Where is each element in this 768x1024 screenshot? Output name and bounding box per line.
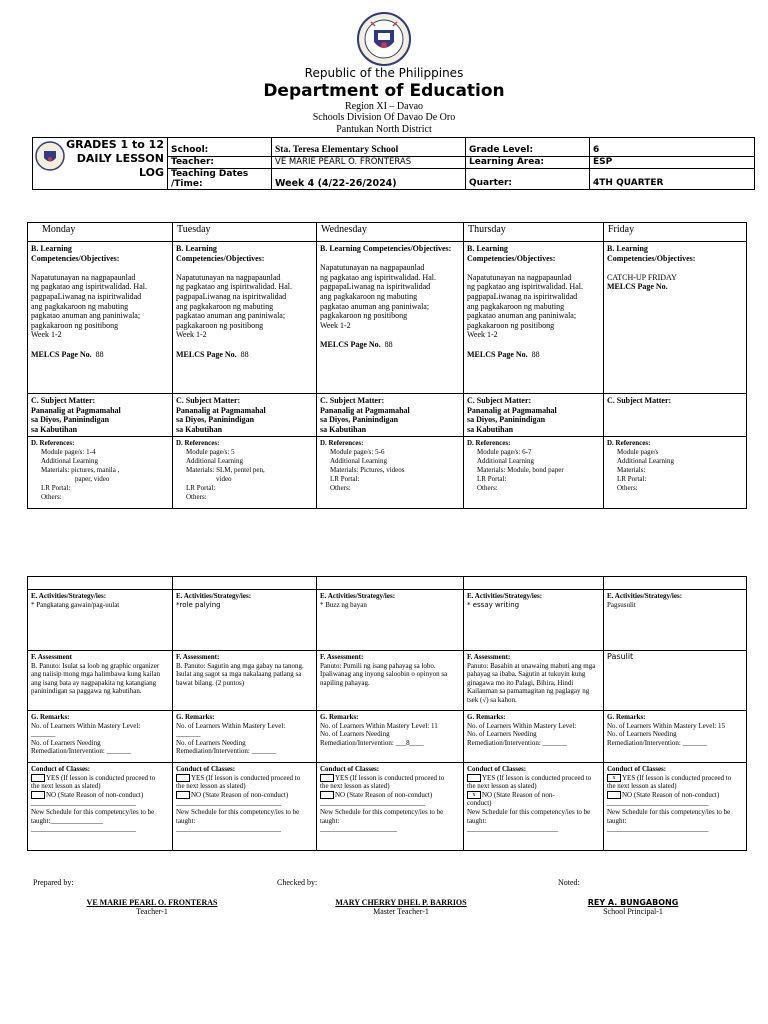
no-checkbox[interactable]: [607, 791, 621, 799]
deped-seal-logo: [357, 12, 411, 66]
remarks-friday: G. Remarks: No. of Learners Within Mastery Level: 15 No. of Learners Needing Remediation/Intervention: _______: [604, 711, 747, 763]
references-tuesday: D. References: Module page/s: 5 Additional Learning Materials: SLM, pentel pen, video LR Portal: Others:: [173, 437, 317, 509]
area-value: ESP: [590, 157, 755, 169]
objectives-tuesday: B. Learning Competencies/Objectives: Napatutunayan na nagpapaunlad ng pagkatao ang ispiritwalidad. Hal. pagpapaLiwanag na ispiritwalidad ang pagkakaroon ng mabuting pagkatao anuman ang paniniwala; pagkakaroon ng positibong Week 1-2 MELCS Page No. 88: [173, 242, 317, 394]
blank-cell-tuesday: [173, 577, 317, 590]
references-monday: D. References: Module page/s: 1-4 Additional Learning Materials: pictures, manila , paper, video LR Portal: Others:: [28, 437, 173, 509]
checked-signature: MARY CHERRY DHEL P. BARRIOS Master Teacher-1: [335, 898, 467, 916]
noted-label: Noted:: [558, 878, 580, 887]
day-friday: Friday: [604, 223, 747, 242]
assessment-monday: F. Assessment B. Panuto: Isulat sa loob ng graphic organizer ang naiisip mong mga halimbawa kung kailan ang isang bata ay nagpapakita ng katangiang paninindigan sa paggawa ng kabutihan.: [28, 651, 173, 711]
dates-label: Teaching Dates /Time:: [168, 169, 272, 190]
day-tuesday: Tuesday: [173, 223, 317, 242]
objectives-wednesday: B. Learning Competencies/Objectives: Napatutunayan na nagpapaunlad ng pagkatao ang ispiritwalidad. Hal. pagpapaLiwanag na ispiritwalidad ang pagkakaroon ng mabuting pagkatao anuman ang paniniwala; pagkakaroon ng positibong Week 1-2 MELCS Page No. 88: [317, 242, 464, 394]
objectives-monday: B. Learning Competencies/Objectives: Napatutunayan na nagpapaunlad ng pagkatao ang ispiritwalidad. Hal. pagpapaLiwanag na ispiritwalidad ang pagkakaroon ng mabuting pagkatao anuman ang paniniwala; pagkakaroon ng positibong Week 1-2 MELCS Page No. 88: [28, 242, 173, 394]
school-label: School:: [168, 138, 272, 157]
remarks-wednesday: G. Remarks: No. of Learners Within Mastery Level: 11 No. of Learners Needing Remediation/Intervention: ___8____: [317, 711, 464, 763]
no-checkbox-checked[interactable]: x: [467, 791, 481, 799]
blank-cell-friday: [604, 577, 747, 590]
blank-cell-thursday: [464, 577, 604, 590]
subject-thursday: C. Subject Matter: Pananalig at Pagmamahal sa Diyos, Paninindigan sa Kabutihan: [464, 394, 604, 437]
division-line: Schools Division Of Davao De Oro: [312, 112, 456, 123]
dll-title: GRADES 1 to 12 DAILY LESSON LOG: [66, 138, 164, 179]
assessment-tuesday: F. Assessment: B. Panuto: Sagutin ang mga gabay na tanong. Isulat ang sagot sa mga nakalaang patlang sa bawat bilang. (2 puntos): [173, 651, 317, 711]
checked-label: Checked by:: [277, 878, 318, 887]
dates-value: Week 4 (4/22-26/2024): [272, 169, 466, 190]
school-seal-icon: [35, 141, 65, 171]
department-heading: Department of Education: [263, 81, 505, 101]
activities-monday: E. Activities/Strategy/ies: * Pangkatang gawain/pag-uulat: [28, 590, 173, 651]
yes-checkbox[interactable]: [176, 774, 190, 782]
references-wednesday: D. References: Module page/s: 5-6 Additional Learning Materials: Pictures, videos LR Portal: Others:: [317, 437, 464, 509]
subject-friday: C. Subject Matter:: [604, 394, 747, 437]
activities-thursday: E. Activities/Strategy/ies: * essay writing: [464, 590, 604, 651]
blank-cell-monday: [28, 577, 173, 590]
grade-label: Grade Level:: [466, 138, 590, 157]
school-value: Sta. Teresa Elementary School: [272, 138, 466, 157]
assessment-thursday: F. Assessment: Panuto: Basahin at unawaing mabuti ang mga pahayag sa ibaba. Sagutin at tukuyin kung ginagawa mo ito Palagi, Bihira, Hindi Kailanman sa pamamagitan ng paglagay ng tsek (√) sa kahon.: [464, 651, 604, 711]
conduct-tuesday: Conduct of Classes: YES (If lesson is conducted proceed to the next lesson as slated) NO (State Reason of non-conduct) ______________________________ New Schedule for this competency/ies to be taught: ______________________________: [173, 763, 317, 851]
yes-checkbox[interactable]: [320, 774, 334, 782]
grade-value: 6: [590, 138, 755, 157]
yes-checkbox-checked[interactable]: x: [607, 774, 621, 782]
objectives-thursday: B. Learning Competencies/Objectives: Napatutunayan na nagpapaunlad ng pagkatao ang ispiritwalidad. Hal. pagpapaLiwanag na ispiritwalidad ang pagkakaroon ng mabuting pagkatao anuman ang paniniwala; pagkakaroon ng positibong Week 1-2 MELCS Page No. 88: [464, 242, 604, 394]
references-friday: D. References: Module page/s Additional Learning Materials: LR Portal: Others:: [604, 437, 747, 509]
no-checkbox[interactable]: [320, 791, 334, 799]
lesson-table-bottom: [27, 576, 747, 851]
conduct-monday: Conduct of Classes: YES (If lesson is conducted proceed to the next lesson as slated) NO (State Reason of non-conduct) ______________________________ New Schedule for this competency/ies to be taught:_______________ ______________________________: [28, 763, 173, 851]
assessment-wednesday: F. Assessment: Panuto: Pumili ng isang pahayag sa lobo. Ipaliwanag ang inyong saloobin o opinyon sa napiling pahayag.: [317, 651, 464, 711]
remarks-thursday: G. Remarks: No. of Learners Within Mastery Level: No. of Learners Needing Remediation/Intervention: _______: [464, 711, 604, 763]
area-label: Learning Area:: [466, 157, 590, 169]
prepared-label: Prepared by:: [33, 878, 74, 887]
blank-cell-wednesday: [317, 577, 464, 590]
day-monday: Monday: [28, 223, 173, 242]
teacher-label: Teacher:: [168, 157, 272, 169]
activities-wednesday: E. Activities/Strategy/ies: * Buzz ng bayan: [317, 590, 464, 651]
activities-tuesday: E. Activities/Strategy/ies: *role palying: [173, 590, 317, 651]
noted-signature: REY A. BUNGABONG School Principal-1: [587, 898, 679, 916]
quarter-label: Quarter:: [466, 169, 590, 190]
subject-wednesday: C. Subject Matter: Pananalig at Pagmamahal sa Diyos, Paninindigan sa Kabutihan: [317, 394, 464, 437]
conduct-friday: Conduct of Classes: x YES (If lesson is conducted proceed to the next lesson as slated) NO (State Reason of non-conduct) _____________________________ New Schedule for this competency/ies to be taught: _____________________________: [604, 763, 747, 851]
district-line: Pantukan North District: [336, 124, 432, 135]
conduct-wednesday: Conduct of Classes: YES (If lesson is conducted proceed to the next lesson as slated) NO (State Reason of non-conduct) ______________________________ New Schedule for this competency/ies to be taught: ______________________: [317, 763, 464, 851]
objectives-friday: B. Learning Competencies/Objectives: CATCH-UP FRIDAY MELCS Page No.: [604, 242, 747, 394]
quarter-value: 4TH QUARTER: [590, 169, 755, 190]
republic-heading: Republic of the Philippines: [304, 66, 464, 80]
no-checkbox[interactable]: [176, 791, 190, 799]
remarks-monday: G. Remarks: No. of Learners Within Mastery Level: _______ No. of Learners Needing Remediation/Intervention: _______: [28, 711, 173, 763]
subject-tuesday: C. Subject Matter: Pananalig at Pagmamahal sa Diyos, Paninindigan sa Kabutihan: [173, 394, 317, 437]
subject-monday: C. Subject Matter: Pananalig at Pagmamahal sa Diyos, Paninindigan sa Kabutihan: [28, 394, 173, 437]
day-thursday: Thursday: [464, 223, 604, 242]
teacher-value: VE MARIE PEARL O. FRONTERAS: [272, 157, 466, 169]
remarks-tuesday: G. Remarks: No. of Learners Within Mastery Level: _______ No. of Learners Needing Remediation/Intervention: _______: [173, 711, 317, 763]
region-line: Region XI – Davao: [344, 101, 424, 112]
activities-friday: E. Activities/Strategy/ies: Pagsusulit: [604, 590, 747, 651]
prepared-signature: VE MARIE PEARL O. FRONTERAS Teacher-1: [86, 898, 218, 916]
conduct-thursday: Conduct of Classes: YES (If lesson is conducted proceed to the next lesson as slated) x NO (State Reason of non- conduct) New Schedule for this competency/ies to be taught: __________________________: [464, 763, 604, 851]
yes-checkbox[interactable]: [31, 774, 45, 782]
no-checkbox[interactable]: [31, 791, 45, 799]
dll-title-cell: [33, 138, 168, 190]
lesson-table-top: [27, 222, 747, 509]
references-thursday: D. References: Module page/s: 6-7 Additional Learning Materials: Module, bond paper LR Portal: Others:: [464, 437, 604, 509]
day-wednesday: Wednesday: [317, 223, 464, 242]
yes-checkbox[interactable]: [467, 774, 481, 782]
assessment-friday: Pasulit: [604, 651, 747, 711]
dll-info-table: [32, 137, 755, 190]
